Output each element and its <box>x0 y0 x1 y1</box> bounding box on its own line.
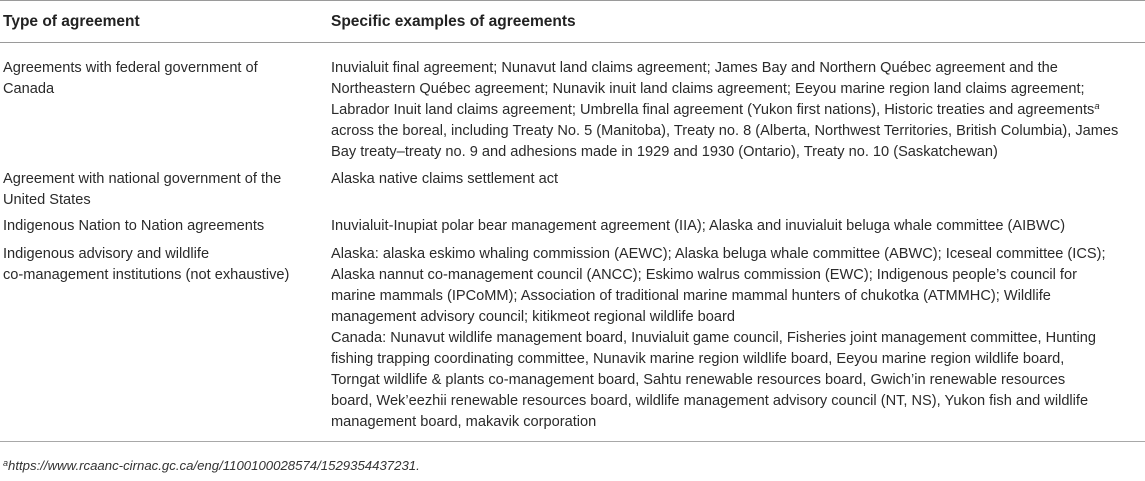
row-4-example-line: board, Wek’eezhii renewable resources board, wildlife management advisory council (NT, NS), Yukon fish and wildlife <box>331 393 1089 409</box>
row-4-example-line: Torngat wildlife & plants co-management board, Sahtu renewable resources board, Gwich’in renewable resources <box>331 372 1066 388</box>
row-4-type-line: Indigenous advisory and wildlife <box>3 246 210 262</box>
row-4-example-line: Alaska nannut co-management council (ANCC); Eskimo walrus commission (EWC); Indigenous people’s council for <box>331 267 1077 283</box>
row-1-example-text: Labrador Inuit land claims agreement; Umbrella final agreement (Yukon first nations), Historic treaties and agreements <box>331 102 1095 118</box>
row-2-type-line: United States <box>3 192 91 208</box>
row-2-type <box>3 169 308 211</box>
header-rule <box>0 42 1145 43</box>
row-1-example-line: Bay treaty–treaty no. 9 and adhesions made in 1929 and 1930 (Ontario), Treaty no. 10 (Saskatchewan) <box>331 144 998 160</box>
footnote-marker: a <box>3 458 9 468</box>
row-1-example-line: Northeastern Québec agreement; Nunavik inuit land claims agreement; Eeyou marine region land claims agreement; <box>331 81 1085 97</box>
row-4-example-line: marine mammals (IPCoMM); Association of traditional marine mammal hunters of chukotka (ATMMHC); Wildlife <box>331 288 1051 304</box>
row-4-example-line: fishing trapping coordinating committee, Nunavik marine region wildlife board, Eeyou marine region wildlife board, <box>331 351 1065 367</box>
row-2-example-line: Alaska native claims settlement act <box>331 171 559 187</box>
column-header-type: Type of agreement <box>3 13 140 30</box>
row-1-type-line: Canada <box>3 81 55 97</box>
row-2-examples <box>331 169 1141 190</box>
table-top-rule <box>0 0 1145 1</box>
row-4-type-line: co-management institutions (not exhaustive) <box>3 267 290 283</box>
row-1-type-line: Agreements with federal government of <box>3 60 258 76</box>
row-3-example-line: Inuvialuit-Inupiat polar bear management agreement (IIA); Alaska and inuvialuit beluga whale committee (AIBWC) <box>331 218 1066 234</box>
row-4-example-line: Alaska: alaska eskimo whaling commission (AEWC); Alaska beluga whale committee (ABWC); Iceseal committee (ICS); <box>331 246 1106 262</box>
row-1-example-line: Inuvialuit final agreement; Nunavut land claims agreement; James Bay and Northern Québec agreement and the <box>331 60 1058 76</box>
row-3-examples <box>331 216 1141 237</box>
row-1-example-line <box>331 100 1141 121</box>
row-1-type <box>3 58 308 100</box>
row-2-type-line: Agreement with national government of the <box>3 171 282 187</box>
table-footnote <box>3 458 420 473</box>
row-1-examples <box>331 58 1141 163</box>
table-bottom-rule <box>0 441 1145 442</box>
column-header-examples: Specific examples of agreements <box>331 13 576 30</box>
row-4-examples <box>331 244 1141 433</box>
footnote-ref: a <box>1094 101 1100 112</box>
row-4-type <box>3 244 308 286</box>
row-3-type <box>3 216 308 237</box>
row-1-example-line: across the boreal, including Treaty No. 5 (Manitoba), Treaty no. 8 (Alberta, Northwest Territories, British Columbia), James <box>331 123 1119 139</box>
footnote-url: https://www.rcaanc-cirnac.gc.ca/eng/1100100028574/1529354437231. <box>8 458 420 473</box>
row-3-type-line: Indigenous Nation to Nation agreements <box>3 218 265 234</box>
row-4-example-line: Canada: Nunavut wildlife management board, Inuvialuit game council, Fisheries joint management committee, Hunting <box>331 330 1096 346</box>
row-4-example-line: management board, makavik corporation <box>331 414 597 430</box>
row-4-example-line: management advisory council; kitikmeot regional wildlife board <box>331 309 735 325</box>
